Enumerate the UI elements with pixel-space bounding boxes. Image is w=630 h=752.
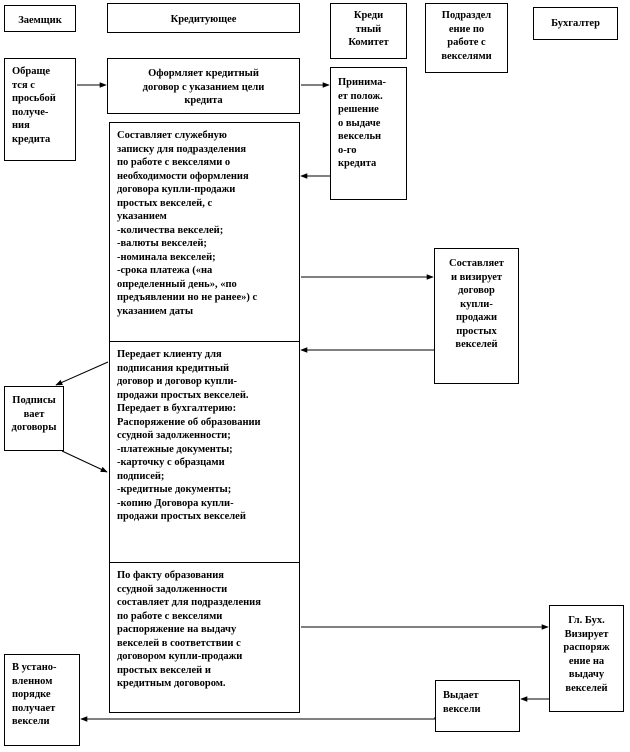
header-lender-label: Кредитующее	[170, 14, 237, 25]
node-draft-credit-contract-text: Оформляет кредитный договор с указанием цели кредита	[142, 68, 265, 106]
node-transfer-documents-text: Передает клиенту для подписания кредитный договор и договор купли- продажи простых векселей. Передает в бухгалтерию: Распоряжение об образовании ссудной задолженности; -платежные документы; -карточку с образцами подписей; -кредитные документы; -копию Договора купли- продажи простых векселей	[117, 349, 261, 522]
header-bills-unit-label: Подраздел ение по работе с векселями	[441, 10, 492, 62]
node-chief-accountant-text: Гл. Бух. Визирует распоряж ение на выдачу векселей	[563, 615, 610, 694]
header-committee-label: Креди тный Комитет	[348, 10, 389, 48]
arrow-transfer-to-sign	[56, 362, 108, 385]
header-borrower-label: Заемщик	[18, 15, 62, 26]
node-sign-contracts-text: Подписы вает договоры	[11, 395, 57, 433]
header-accountant-label: Бухгалтер	[551, 18, 600, 29]
arrow-issue-to-receive	[81, 717, 435, 719]
node-service-memo-text: Составляет служебную записку для подразделения по работе с векселями о необходимости оформления договора купли-продажи простых векселей, с указанием -количества векселей; -валюты векселей; -номинала векселей; -срока платежа («на определенный день», «по предъявлении но не ранее») с указанием даты	[117, 130, 258, 317]
node-apply-for-credit-text: Обраще тся с просьбой получе- ния кредита	[12, 66, 56, 145]
arrow-sign-to-transfer	[62, 451, 107, 472]
node-receive-bills-text: В устано- вленном порядке получает вексели	[12, 662, 57, 727]
node-issue-bills-text: Выдает вексели	[443, 690, 481, 715]
node-committee-decision-text: Принима- ет полож. решение о выдаче вексельн о-го кредита	[338, 77, 386, 169]
node-sale-contract-text: Составляет и визирует договор купли- продажи простых векселей	[449, 258, 504, 350]
node-issue-order-text: По факту образования ссудной задолженности составляет для подразделения по работе с векселями распоряжение на выдачу векселей в соответствии с договором купли-продажи простых векселей и кредитным договором.	[117, 570, 261, 689]
